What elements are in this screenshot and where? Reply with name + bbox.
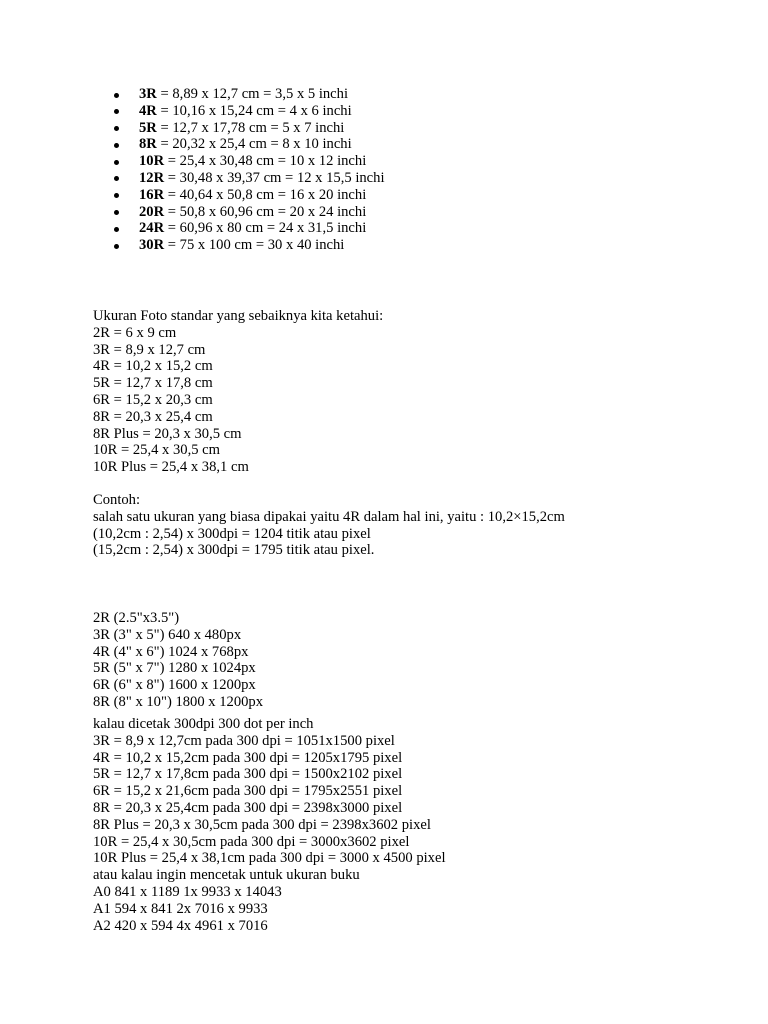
size-label: 12R [139, 169, 165, 186]
standard-sizes-section [93, 308, 383, 476]
text-line: 10R = 25,4 x 30,5 cm [93, 442, 221, 459]
list-item [108, 136, 385, 153]
text-line: 4R (4" x 6") 1024 x 768px [93, 643, 249, 660]
text-line: 2R = 6 x 9 cm [93, 324, 177, 341]
photo-size-bullet-list [108, 86, 385, 254]
size-label: 16R [139, 186, 165, 203]
size-detail: = 20,32 x 25,4 cm = 8 x 10 inchi [156, 136, 352, 153]
bullet-icon [114, 193, 119, 198]
size-detail: = 30,48 x 39,37 cm = 12 x 15,5 inchi [164, 169, 385, 186]
list-item [108, 120, 385, 137]
text-line: (15,2cm : 2,54) x 300dpi = 1795 titik atau pixel. [93, 542, 375, 559]
size-detail: = 12,7 x 17,78 cm = 5 x 7 inchi [156, 119, 345, 136]
section-heading: Contoh: [93, 492, 141, 508]
text-line: 4R = 10,2 x 15,2 cm [93, 358, 213, 375]
text-line: 2R (2.5"x3.5") [93, 610, 180, 626]
text-line: kalau dicetak 300dpi 300 dot per inch [93, 716, 314, 732]
size-detail: = 40,64 x 50,8 cm = 16 x 20 inchi [164, 186, 367, 203]
list-item [108, 103, 385, 120]
text-line: 6R = 15,2 x 21,6cm pada 300 dpi = 1795x2551 pixel [93, 783, 403, 800]
size-label: 5R [139, 119, 157, 136]
bullet-icon [114, 143, 119, 148]
bullet-icon [114, 244, 119, 249]
text-line: 5R = 12,7 x 17,8 cm [93, 375, 213, 392]
list-item [108, 86, 385, 103]
bullet-icon [114, 176, 119, 181]
text-line: 8R (8" x 10") 1800 x 1200px [93, 693, 264, 710]
text-line: A1 594 x 841 2x 7016 x 9933 [93, 900, 268, 917]
size-label: 20R [139, 203, 165, 220]
size-label: 3R [139, 86, 157, 102]
text-line: atau kalau ingin mencetak untuk ukuran buku [93, 867, 360, 884]
list-item [108, 204, 385, 221]
text-line: 8R = 20,3 x 25,4cm pada 300 dpi = 2398x3000 pixel [93, 799, 403, 816]
text-line: salah satu ukuran yang biasa dipakai yaitu 4R dalam hal ini, yaitu : 10,2×15,2cm [93, 508, 565, 525]
size-label: 8R [139, 136, 157, 153]
size-detail: = 25,4 x 30,48 cm = 10 x 12 inchi [164, 153, 367, 170]
list-item [108, 187, 385, 204]
text-line: 8R Plus = 20,3 x 30,5cm pada 300 dpi = 2398x3602 pixel [93, 816, 431, 833]
text-line: 10R Plus = 25,4 x 38,1cm pada 300 dpi = 3000 x 4500 pixel [93, 850, 446, 867]
bullet-icon [114, 93, 119, 98]
list-item [108, 237, 385, 254]
text-line: (10,2cm : 2,54) x 300dpi = 1204 titik atau pixel [93, 525, 371, 542]
text-line: 5R = 12,7 x 17,8cm pada 300 dpi = 1500x2102 pixel [93, 766, 403, 783]
text-line: 3R (3" x 5") 640 x 480px [93, 626, 242, 643]
example-section [93, 492, 565, 559]
size-detail: = 8,89 x 12,7 cm = 3,5 x 5 inchi [156, 86, 349, 102]
text-line: 10R = 25,4 x 30,5cm pada 300 dpi = 3000x3602 pixel [93, 833, 410, 850]
size-detail: = 75 x 100 cm = 30 x 40 inchi [164, 237, 345, 254]
list-item [108, 220, 385, 237]
text-line: 4R = 10,2 x 15,2cm pada 300 dpi = 1205x1795 pixel [93, 749, 403, 766]
size-detail: = 10,16 x 15,24 cm = 4 x 6 inchi [156, 102, 352, 119]
inch-pixel-section [93, 610, 263, 711]
bullet-icon [114, 160, 119, 165]
bullet-icon [114, 227, 119, 232]
text-line: 8R = 20,3 x 25,4 cm [93, 408, 213, 425]
text-line: A0 841 x 1189 1x 9933 x 14043 [93, 883, 282, 900]
text-line: A2 420 x 594 4x 4961 x 7016 [93, 917, 268, 934]
size-label: 10R [139, 153, 165, 170]
text-line: 8R Plus = 20,3 x 30,5 cm [93, 425, 242, 442]
size-detail: = 60,96 x 80 cm = 24 x 31,5 inchi [164, 220, 367, 237]
text-line: 5R (5" x 7") 1280 x 1024px [93, 660, 256, 677]
section-heading: Ukuran Foto standar yang sebaiknya kita ketahui: [93, 308, 384, 324]
size-label: 4R [139, 102, 157, 119]
list-item [108, 153, 385, 170]
list-item [108, 170, 385, 187]
size-label: 30R [139, 237, 165, 254]
text-line: 6R (6" x 8") 1600 x 1200px [93, 677, 256, 694]
text-line: 3R = 8,9 x 12,7cm pada 300 dpi = 1051x1500 pixel [93, 732, 395, 749]
bullet-icon [114, 210, 119, 215]
bullet-icon [114, 109, 119, 114]
size-label: 24R [139, 220, 165, 237]
text-line: 10R Plus = 25,4 x 38,1 cm [93, 459, 249, 476]
bullet-icon [114, 126, 119, 131]
dpi-section [93, 716, 446, 934]
text-line: 3R = 8,9 x 12,7 cm [93, 341, 206, 358]
size-detail: = 50,8 x 60,96 cm = 20 x 24 inchi [164, 203, 367, 220]
text-line: 6R = 15,2 x 20,3 cm [93, 391, 213, 408]
